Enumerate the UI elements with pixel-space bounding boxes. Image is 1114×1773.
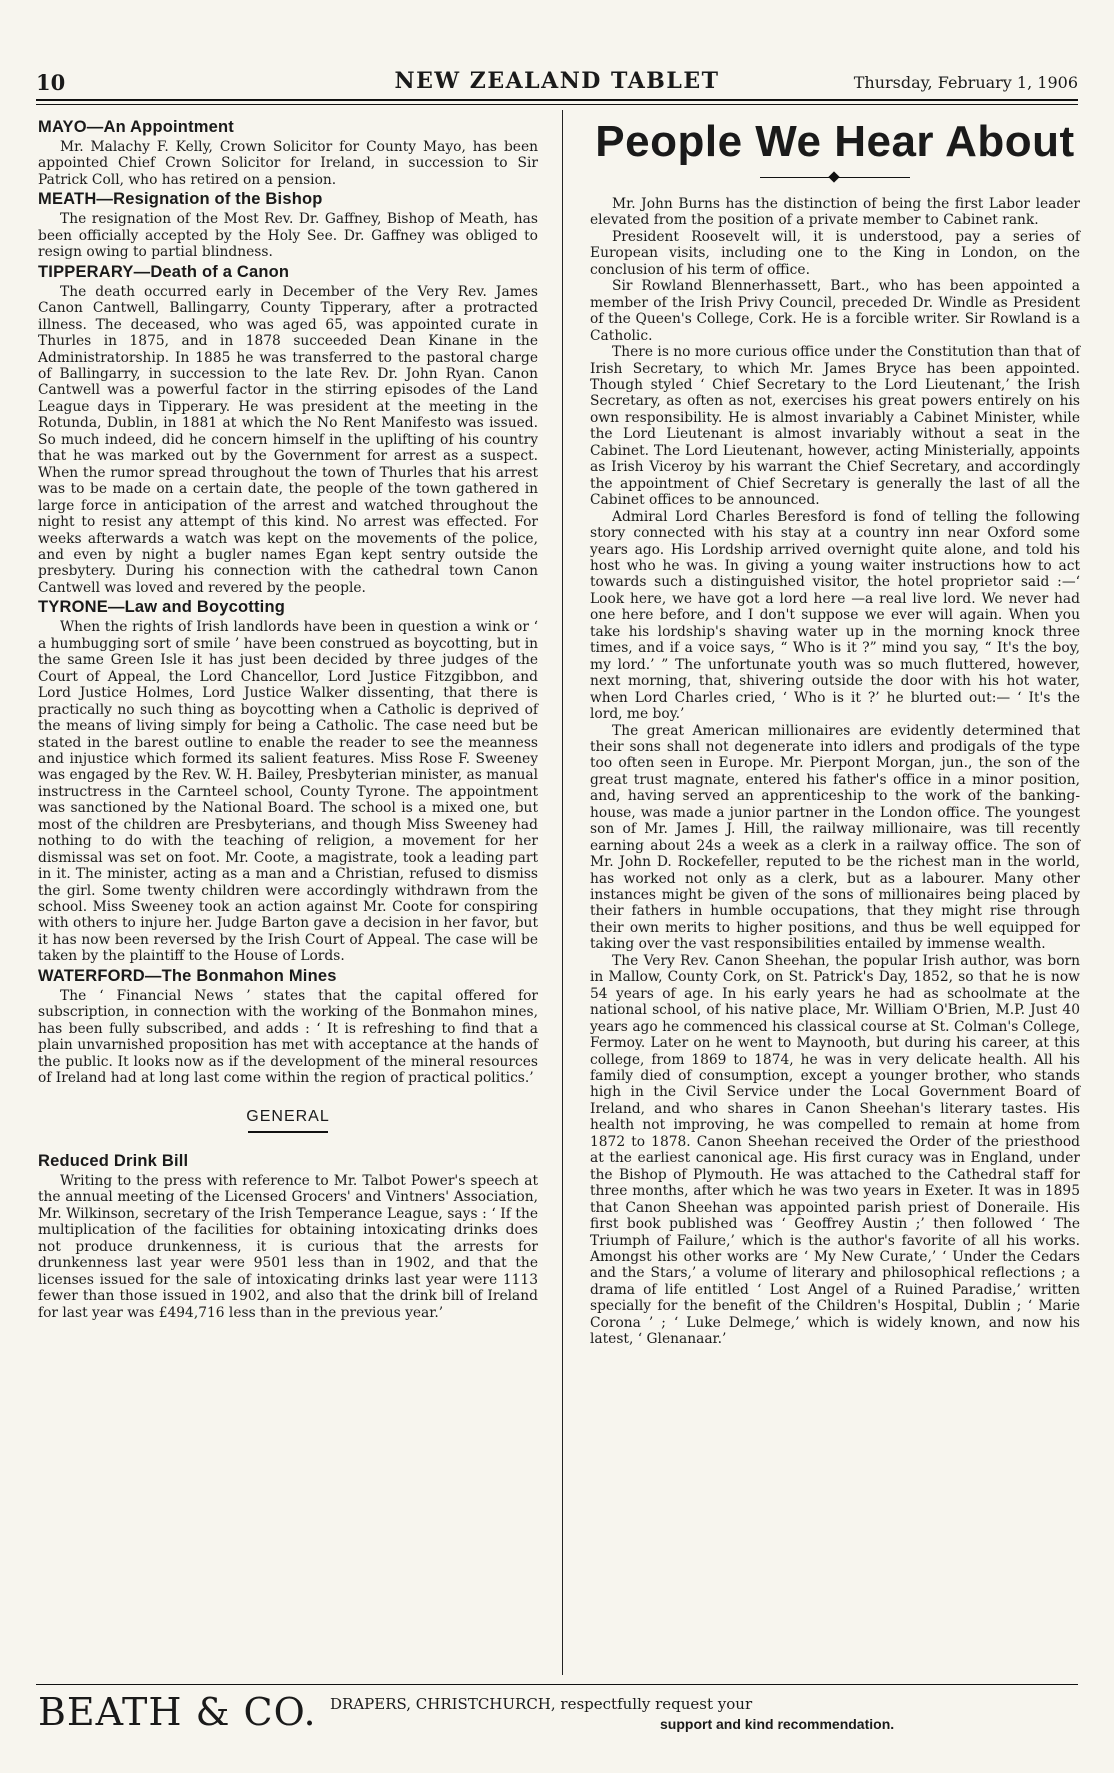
tyrone-text: When the rights of Irish landlords have been in question a wink or ‘ a humbugging sort of smile ’ have been construed as boycotting, but in the same Green Isle it has just been decided by three judges of the Court of Appeal, the Lord Chancellor, Lord Justice Fitzgibbon, and Lord Justice Holmes, Lord Justice Walker dissenting, that there is practically no such thing as boycotting when a Catholic is deprived of the means of living simply for being a Catholic. The case need but be stated in the barest outline to enable the reader to see the meanness and injustice which formed its salient features. Miss Rose F. Sweeney was engaged by the Rev. W. H. Bailey, Presbyterian minister, as manual instructress in the Carnteel school, County Tyrone. The appointment was sanctioned by the National Board. The school is a mixed one, but most of the children are Presbyterians, and though Miss Sweeney had nothing to do with the teaching of religion, a movement for her dismissal was set on foot. Mr. Coote, a magistrate, took a leading part in it. The minister, acting as a man and a Christian, refused to dismiss the girl. Some twenty children were accordingly withdrawn from the school. Miss Sweeney took an action against Mr. Coote for conspiring with others to injure her. Judge Barton gave a decision in her favor, but it has now been reversed by the Irish Court of Appeal. The case will be taken by the plaintiff to the House of Lords. — [38, 619, 538, 965]
meath-text: The resignation of the Most Rev. Dr. Gaffney, Bishop of Meath, has been officially accepted by the Holy See. Dr. Gaffney was obliged to resign owing to partial blindness. — [38, 211, 538, 261]
people-paragraph: The great American millionaires are evidently determined that their sons shall not degenerate into idlers and prodigals of the type too often seen in Europe. Mr. Pierpont Morgan, jun., the son of the great trust magnate, entered his father's office in a minor position, and, having served an apprenticeship to the work of the banking-house, was made a junior partner in the London office. The youngest son of Mr. James J. Hill, the railway millionaire, was till recently earning about 24s a week as a clerk in a railway office. The son of Mr. John D. Rockefeller, reputed to be the richest man in the world, has worked not only as a clerk, but as a labourer. Many other instances might be given of the sons of millionaires being placed by their fathers in humble occupations, that they might rise through their own merits to higher positions, and thus be well equipped for taking over the vast responsibilities entailed by immense wealth. — [590, 722, 1080, 953]
footer-rule — [36, 1684, 1078, 1685]
people-heading: People We Hear About — [595, 117, 1075, 166]
advertisement-line1: DRAPERS, CHRISTCHURCH, respectfully request your — [330, 1695, 753, 1713]
left-column — [38, 116, 538, 1321]
meath-heading: MEATH—Resignation of the Bishop — [38, 190, 323, 209]
people-paragraph: Sir Rowland Blennerhassett, Bart., who has been appointed a member of the Irish Privy Council, preceded Dr. Windle as President of the Queen's College, Cork. He is a forcible writer. Sir Rowland is a Catholic. — [590, 278, 1080, 344]
header-rule — [36, 99, 1078, 101]
people-paragraph: The Very Rev. Canon Sheehan, the popular Irish author, was born in Mallow, County Cork, on St. Patrick's Day, 1852, so that he is now 54 years of age. In his early years he had as schoolmate at the national school, of his native place, Mr. William O'Brien, M.P. Just 40 years ago he commenced his classical course at St. Colman's College, Fermoy. Later on he went to Maynooth, but during his career, at this college, from 1869 to 1874, he was in very delicate health. All his family died of consumption, except a younger brother, who stands high in the Civil Service under the Local Government Board of Ireland, and who shares in Canon Sheehan's literary tastes. His health not improving, he was compelled to remain at home from 1872 to 1878. Canon Sheehan received the Order of the priesthood at the earliest canonical age. His first curacy was in England, under the Bishop of Plymouth. He was attached to the Cathedral staff for three months, after which he was two years in Exeter. It was in 1895 that Canon Sheehan was appointed parish priest of Doneraile. His first book published was ‘ Geoffrey Austin ;’ then followed ‘ The Triumph of Failure,’ which is the author's favorite of all his works. Amongst his other works are ‘ My New Curate,’ ‘ Under the Cedars and the Stars,’ a volume of literary and philosophical reflections ; a drama of life entitled ‘ Lost Angel of a Ruined Paradise,’ written specially for the benefit of the Children's Hospital, Dublin ; ‘ Marie Corona ’ ; ‘ Luke Delmege,’ which is widely known, and now his latest, ‘ Glenanaar.’ — [590, 952, 1080, 1348]
header-rule-thin — [36, 104, 1078, 105]
waterford-text: The ‘ Financial News ’ states that the capital offered for subscription, in connection with the working of the Bonmahon mines, has been fully subscribed, and adds : ‘ It is refreshing to find that a plain unvarnished proposition has met with acceptance at the hands of the public. It looks now as if the development of the mineral resources of Ireland had at long last come within the region of practical politics.’ — [38, 987, 538, 1087]
drink-heading: Reduced Drink Bill — [38, 1152, 189, 1171]
newspaper-title: NEW ZEALAND TABLET — [394, 68, 720, 94]
right-column — [590, 116, 1080, 1348]
people-paragraph: Admiral Lord Charles Beresford is fond of telling the following story connected with his stay at a country inn near Oxford some years ago. His Lordship arrived overnight quite alone, and told his host who he was. In giving a young waiter instructions how to act towards such a distinguished visitor, the hotel proprietor said :—‘ Look here, we have got a lord here —a real live lord. We never had one here before, and I don't suppose we ever will again. When you take his lordship's shaving water up in the morning knock three times, and if a voice says, “ Who is it ?” mind you say, “ It's the boy, my lord.’ ” The unfortunate youth was so much fluttered, however, next morning, that, shivering outside the door with his hot water, when Lord Charles cried, ‘ Who is it ?’ he blurted out:— ‘ It's the lord, me boy.’ — [590, 508, 1080, 723]
mayo-heading: MAYO—An Appointment — [38, 118, 234, 136]
advertiser-name: BEATH & CO. — [38, 1690, 317, 1734]
issue-date: Thursday, February 1, 1906 — [853, 73, 1078, 92]
general-heading: GENERAL — [246, 1107, 330, 1125]
tipperary-heading: TIPPERARY—Death of a Canon — [38, 262, 290, 281]
drink-text: Writing to the press with reference to Mr. Talbot Power's speech at the annual meeting of the Licensed Grocers' and Vintners' Association, Mr. Wilkinson, secretary of the Irish Temperance League, says : ‘ If the multiplication of the facilities for obtaining intoxicating drinks does not produce drunkenness, it is curious that the arrests for drunkenness last year were 9501 less than in 1902, and that the licenses issued for the sale of intoxicating drinks last year were 1113 fewer than those issued in 1902, and also that the drink bill of Ireland for last year was £494,716 less than in the previous year.’ — [38, 1173, 538, 1321]
waterford-heading: WATERFORD—The Bonmahon Mines — [38, 966, 337, 985]
column-divider — [562, 110, 563, 1675]
ornament-divider — [760, 172, 910, 182]
general-rule — [248, 1131, 328, 1133]
advertisement-line2: support and kind recommendation. — [660, 1716, 895, 1732]
people-paragraph: Mr. John Burns has the distinction of being the first Labor leader elevated from the position of a private member to Cabinet rank. — [590, 196, 1080, 229]
page-number: 10 — [36, 70, 66, 95]
diamond-icon — [828, 171, 839, 182]
people-paragraph: President Roosevelt will, it is understood, pay a series of European visits, including one to the King in London, on the conclusion of his term of office. — [590, 228, 1080, 278]
masthead — [36, 68, 1078, 98]
tipperary-text: The death occurred early in December of the Very Rev. James Canon Cantwell, Ballingarry, County Tipperary, after a protracted illness. The deceased, who was aged 65, was appointed curate in Thurles in 1875, and in 1878 succeeded Dean Kinane in the Administratorship. In 1885 he was transferred to the pastoral charge of Ballingarry, in succession to the late Rev. Dr. John Ryan. Canon Cantwell was a powerful factor in the stirring episodes of the Land League days in Tipperary. He was president at the meeting in the Rotunda, Dublin, in 1881 at which the No Rent Manifesto was issued. So much indeed, did he concern himself in the uplifting of his country that he was marked out by the Government for arrest as a suspect. When the rumor spread throughout the town of Thurles that his arrest was to be made on a certain date, the people of the town gathered in large force in anticipation of the arrest and watched throughout the night to resist any attempt of this kind. No arrest was effected. For weeks afterwards a watch was kept on the movements of the police, and even by night a bugler names Egan kept sentry outside the presbytery. During his connection with the cathedral town Canon Cantwell was loved and revered by the people. — [38, 283, 538, 596]
mayo-text: Mr. Malachy F. Kelly, Crown Solicitor for County Mayo, has been appointed Chief Crown Solicitor for Ireland, in succession to Sir Patrick Coll, who has retired on a pension. — [38, 139, 538, 188]
people-paragraph: There is no more curious office under the Constitution than that of Irish Secretary, to which Mr. James Bryce has been appointed. Though styled ‘ Chief Secretary to the Lord Lieutenant,’ the Irish Secretary, as often as not, exercises his great powers entirely on his own responsibility. He is almost invariably a Cabinet Minister, while the Lord Lieutenant is almost invariably without a seat in the Cabinet. The Lord Lieutenant, however, acting Ministerially, appoints as Irish Viceroy by his warrant the Chief Secretary, and accordingly the appointment of Chief Secretary is generally the last of all the Cabinet offices to be announced. — [590, 344, 1080, 509]
tyrone-heading: TYRONE—Law and Boycotting — [38, 598, 286, 617]
